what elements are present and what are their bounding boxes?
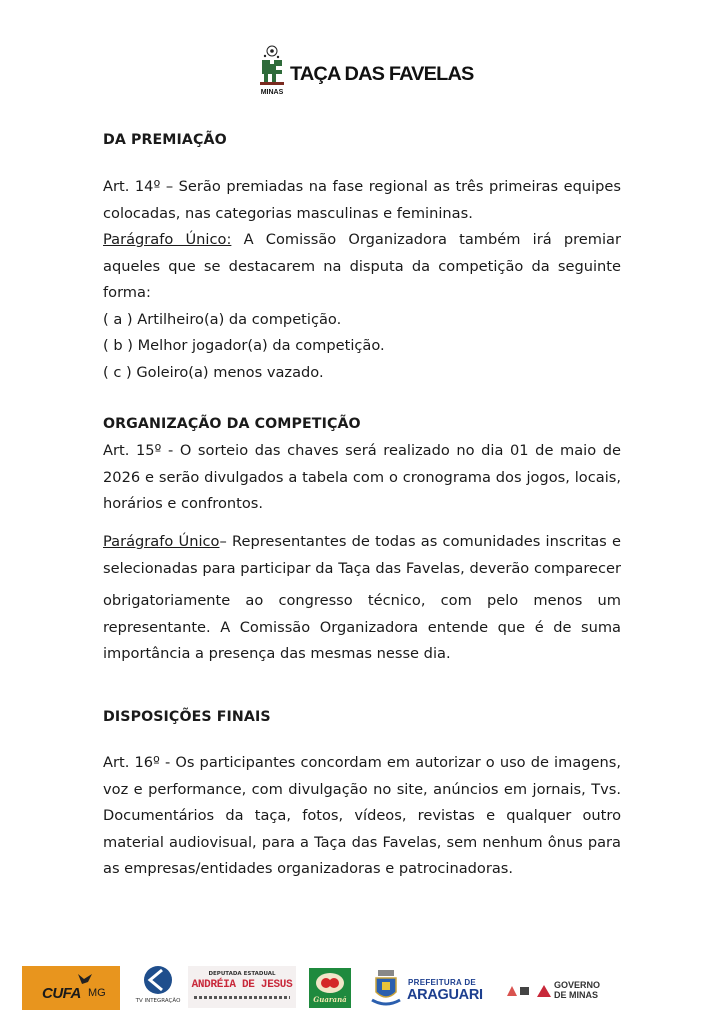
art14-line: colocadas, nas categorias masculinas e femininas. [103, 204, 473, 222]
paragrafo-unico-line [103, 529, 621, 556]
araguari-coat-of-arms-icon [368, 966, 404, 1012]
araguari-top: PREFEITURA DE [408, 978, 477, 987]
tv-integracao-label: TV INTEGRAÇÃO [135, 998, 181, 1004]
tv-integracao-icon [130, 964, 186, 998]
paragrafo-unico-label: Parágrafo Único: [103, 231, 232, 248]
heading-disposicoes: DISPOSIÇÕES FINAIS [103, 709, 271, 725]
art15-line: horários e confrontos. [103, 495, 264, 512]
art16-line: voz e performance, com divulgação no site, anúncios em jornais, Tvs. [103, 780, 621, 798]
paragrafo-line: aqueles que se destacarem na disputa da competição da seguinte [103, 257, 621, 275]
art14-line: Art. 14º – Serão premiadas na fase regional as três primeiras equipes [103, 178, 621, 195]
tv-integracao-logo [130, 964, 186, 1012]
article-16 [103, 750, 621, 883]
prefeitura-araguari-logo [368, 966, 496, 1012]
trophy-emblem-icon [256, 44, 286, 100]
deputada-name: ANDRÉIA DE JESUS [191, 979, 293, 991]
paragrafo-unico-line [103, 227, 621, 254]
article-15 [103, 438, 621, 518]
sponsor-footer [0, 964, 724, 1014]
award-item: ( a ) Artilheiro(a) da competição. [103, 310, 342, 328]
araguari-name: ARAGUARI [407, 987, 483, 1003]
guarana-label: Guaraná [313, 995, 347, 1004]
governo-line1: GOVERNO [554, 980, 601, 990]
minas-label: MINAS [260, 89, 284, 96]
paragrafo-line: importância a presença das mesmas nesse dia. [103, 645, 451, 662]
art16-line: material audiovisual, para a Taça das Favelas, sem nenhum ônus para [103, 833, 621, 851]
taca-das-favelas-logo [256, 44, 476, 100]
art16-line: Art. 16º - Os participantes concordam em autorizar o uso de imagens, [103, 754, 621, 771]
article-14 [103, 174, 621, 386]
governo-de-minas-logo [536, 978, 608, 1008]
paragrafo-unico-organizacao [103, 529, 621, 668]
paragrafo-line: forma: [103, 284, 151, 301]
seal-icon [506, 984, 532, 1000]
heading-premiacao: DA PREMIAÇÃO [103, 132, 227, 148]
governo-line2: DE MINAS [554, 990, 599, 1000]
deputada-label: DEPUTADA ESTADUAL [208, 971, 276, 977]
guarana-logo [309, 968, 351, 1008]
paragrafo-line: selecionadas para participar da Taça das Favelas, deverão comparecer [103, 559, 621, 577]
minas-triangle-icon [536, 984, 552, 998]
heading-organizacao: ORGANIZAÇÃO DA COMPETIÇÃO [103, 416, 361, 432]
paragrafo-text: A Comissão Organizadora também irá premiar [231, 231, 621, 248]
cufa-logo [22, 966, 120, 1010]
art16-line: Documentários da taça, fotos, vídeos, revistas e qualquer outro [103, 807, 621, 824]
paragrafo-line: obrigatoriamente ao congresso técnico, com pelo menos um [103, 592, 621, 609]
art15-line: 2026 e serão divulgados a tabela com o cronograma dos jogos, locais, [103, 468, 621, 486]
cufa-name: CUFA [42, 985, 81, 1002]
paragrafo-unico-label: Parágrafo Único [103, 533, 220, 550]
cufa-suffix: MG [88, 987, 106, 999]
decorative-stripe [194, 996, 290, 999]
art16-line: as empresas/entidades organizadoras e patrocinadoras. [103, 860, 514, 877]
art15-line: Art. 15º - O sorteio das chaves será realizado no dia 01 de maio de [103, 442, 621, 459]
brand-title: TAÇA DAS FAVELAS [290, 64, 474, 85]
andreia-de-jesus-logo [188, 966, 296, 1008]
paragrafo-text: – Representantes de todas as comunidades inscritas e [219, 533, 621, 550]
award-item: ( b ) Melhor jogador(a) da competição. [103, 337, 385, 354]
paragrafo-line: representante. A Comissão Organizadora entende que é de suma [103, 618, 621, 636]
award-item: ( c ) Goleiro(a) menos vazado. [103, 363, 324, 381]
small-seal-logo [506, 984, 532, 1000]
